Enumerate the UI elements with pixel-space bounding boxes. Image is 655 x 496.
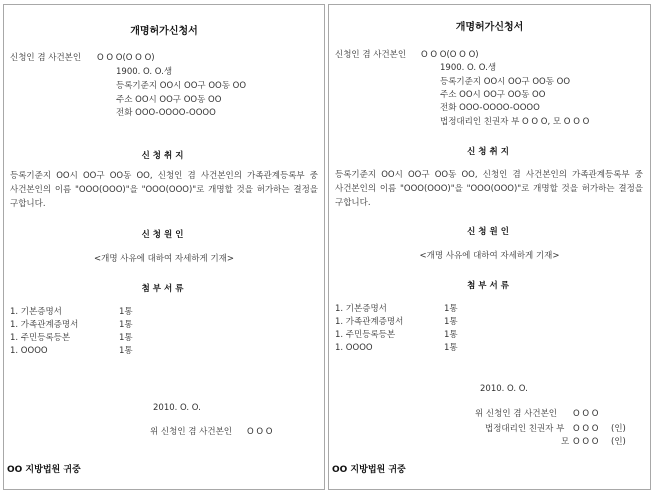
applicant-name: O O O(O O O) (421, 50, 479, 60)
signer-label: 위 신청인 겸 사건본인 (475, 409, 558, 419)
reason-heading: 신청원인 (141, 230, 187, 240)
guardian-father-name: O O O (573, 424, 599, 434)
reason-text: <개명 사유에 대하여 자세하게 기재> (419, 251, 560, 261)
applicant-name: O O O(O O O) (97, 53, 155, 63)
phone: 전화 OOO-OOOO-OOOO (440, 103, 540, 113)
legal-guardian: 법정대리인 친권자 부 O O O, 모 O O O (440, 117, 590, 127)
attachment-name: 1. OOOO (335, 343, 373, 353)
attachment-qty: 1통 (444, 304, 458, 314)
attachment-qty: 1통 (119, 346, 133, 356)
birth-date: 1900. O. O.생 (116, 67, 173, 77)
guardian-mother-name: O O O (573, 437, 599, 447)
phone: 전화 OOO-OOOO-OOOO (116, 108, 216, 118)
court-addressee: OO 지방법원 귀중 (7, 465, 81, 475)
purpose-text: 등록기준지 OO시 OO구 OO동 OO, 신청인 겸 사건본인의 가족관계등록부 중 사건본인의 이름 "OOO(OOO)"을 "OOO(OOO)"로 개명할 것을 허가하는 결정을 구합니다. (335, 170, 643, 208)
attachments-heading: 첨부서류 (467, 281, 512, 291)
attachment-name: 1. 주민등록등본 (10, 333, 71, 343)
attachment-qty: 1통 (119, 333, 133, 343)
registry-place: 등록기준지 OO시 OO구 OO동 OO (440, 77, 571, 87)
registry-place: 등록기준지 OO시 OO구 OO동 OO (116, 81, 247, 91)
address: 주소 OO시 OO구 OO동 OO (440, 90, 546, 100)
document-title: 개명허가신청서 (455, 22, 524, 33)
attachment-qty: 1통 (444, 317, 458, 327)
attachment-name: 1. 가족관계증명서 (10, 320, 79, 330)
attachment-qty: 1통 (444, 343, 458, 353)
seal-mark: (인) (611, 424, 626, 434)
purpose-text: 등록기준지 OO시 OO구 OO동 OO, 신청인 겸 사건본인의 가족관계등록부 중 사건본인의 이름 "OOO(OOO)"을 "OOO(OOO)"로 개명할 것을 허가하는 결정을 구합니다. (10, 171, 318, 209)
applicant-label: 신청인 겸 사건본인 (335, 50, 407, 60)
attachments-heading: 첨부서류 (141, 284, 187, 294)
signer-name: O O O (573, 409, 599, 419)
attachment-name: 1. 주민등록등본 (335, 330, 396, 340)
applicant-label: 신청인 겸 사건본인 (10, 53, 82, 63)
attachment-name: 1. 가족관계증명서 (335, 317, 404, 327)
attachment-qty: 1통 (119, 320, 133, 330)
name-change-form-basic (3, 4, 325, 490)
mother-label: 모 (561, 437, 570, 447)
court-addressee: OO 지방법원 귀중 (332, 465, 406, 475)
purpose-heading: 신청취지 (467, 147, 512, 157)
reason-text: <개명 사유에 대하여 자세하게 기재> (93, 254, 234, 264)
attachment-name: 1. 기본증명서 (335, 304, 387, 314)
reason-heading: 신청원인 (467, 227, 512, 237)
attachment-qty: 1통 (119, 307, 133, 317)
filing-date: 2010. O. O. (480, 384, 528, 394)
attachment-name: 1. OOOO (10, 346, 48, 356)
signer-name: O O O (247, 427, 273, 437)
name-change-form-minor (328, 4, 651, 490)
document-title: 개명허가신청서 (130, 26, 198, 37)
attachment-name: 1. 기본증명서 (10, 307, 62, 317)
filing-date: 2010. O. O. (153, 403, 201, 413)
seal-mark: (인) (611, 437, 626, 447)
birth-date: 1900. O. O.생 (440, 63, 497, 73)
guardian-sign-label: 법정대리인 친권자 부 (485, 424, 565, 434)
attachment-qty: 1통 (444, 330, 458, 340)
purpose-heading: 신청취지 (141, 151, 187, 161)
address: 주소 OO시 OO구 OO동 OO (116, 95, 222, 105)
signer-label: 위 신청인 겸 사건본인 (150, 427, 233, 437)
